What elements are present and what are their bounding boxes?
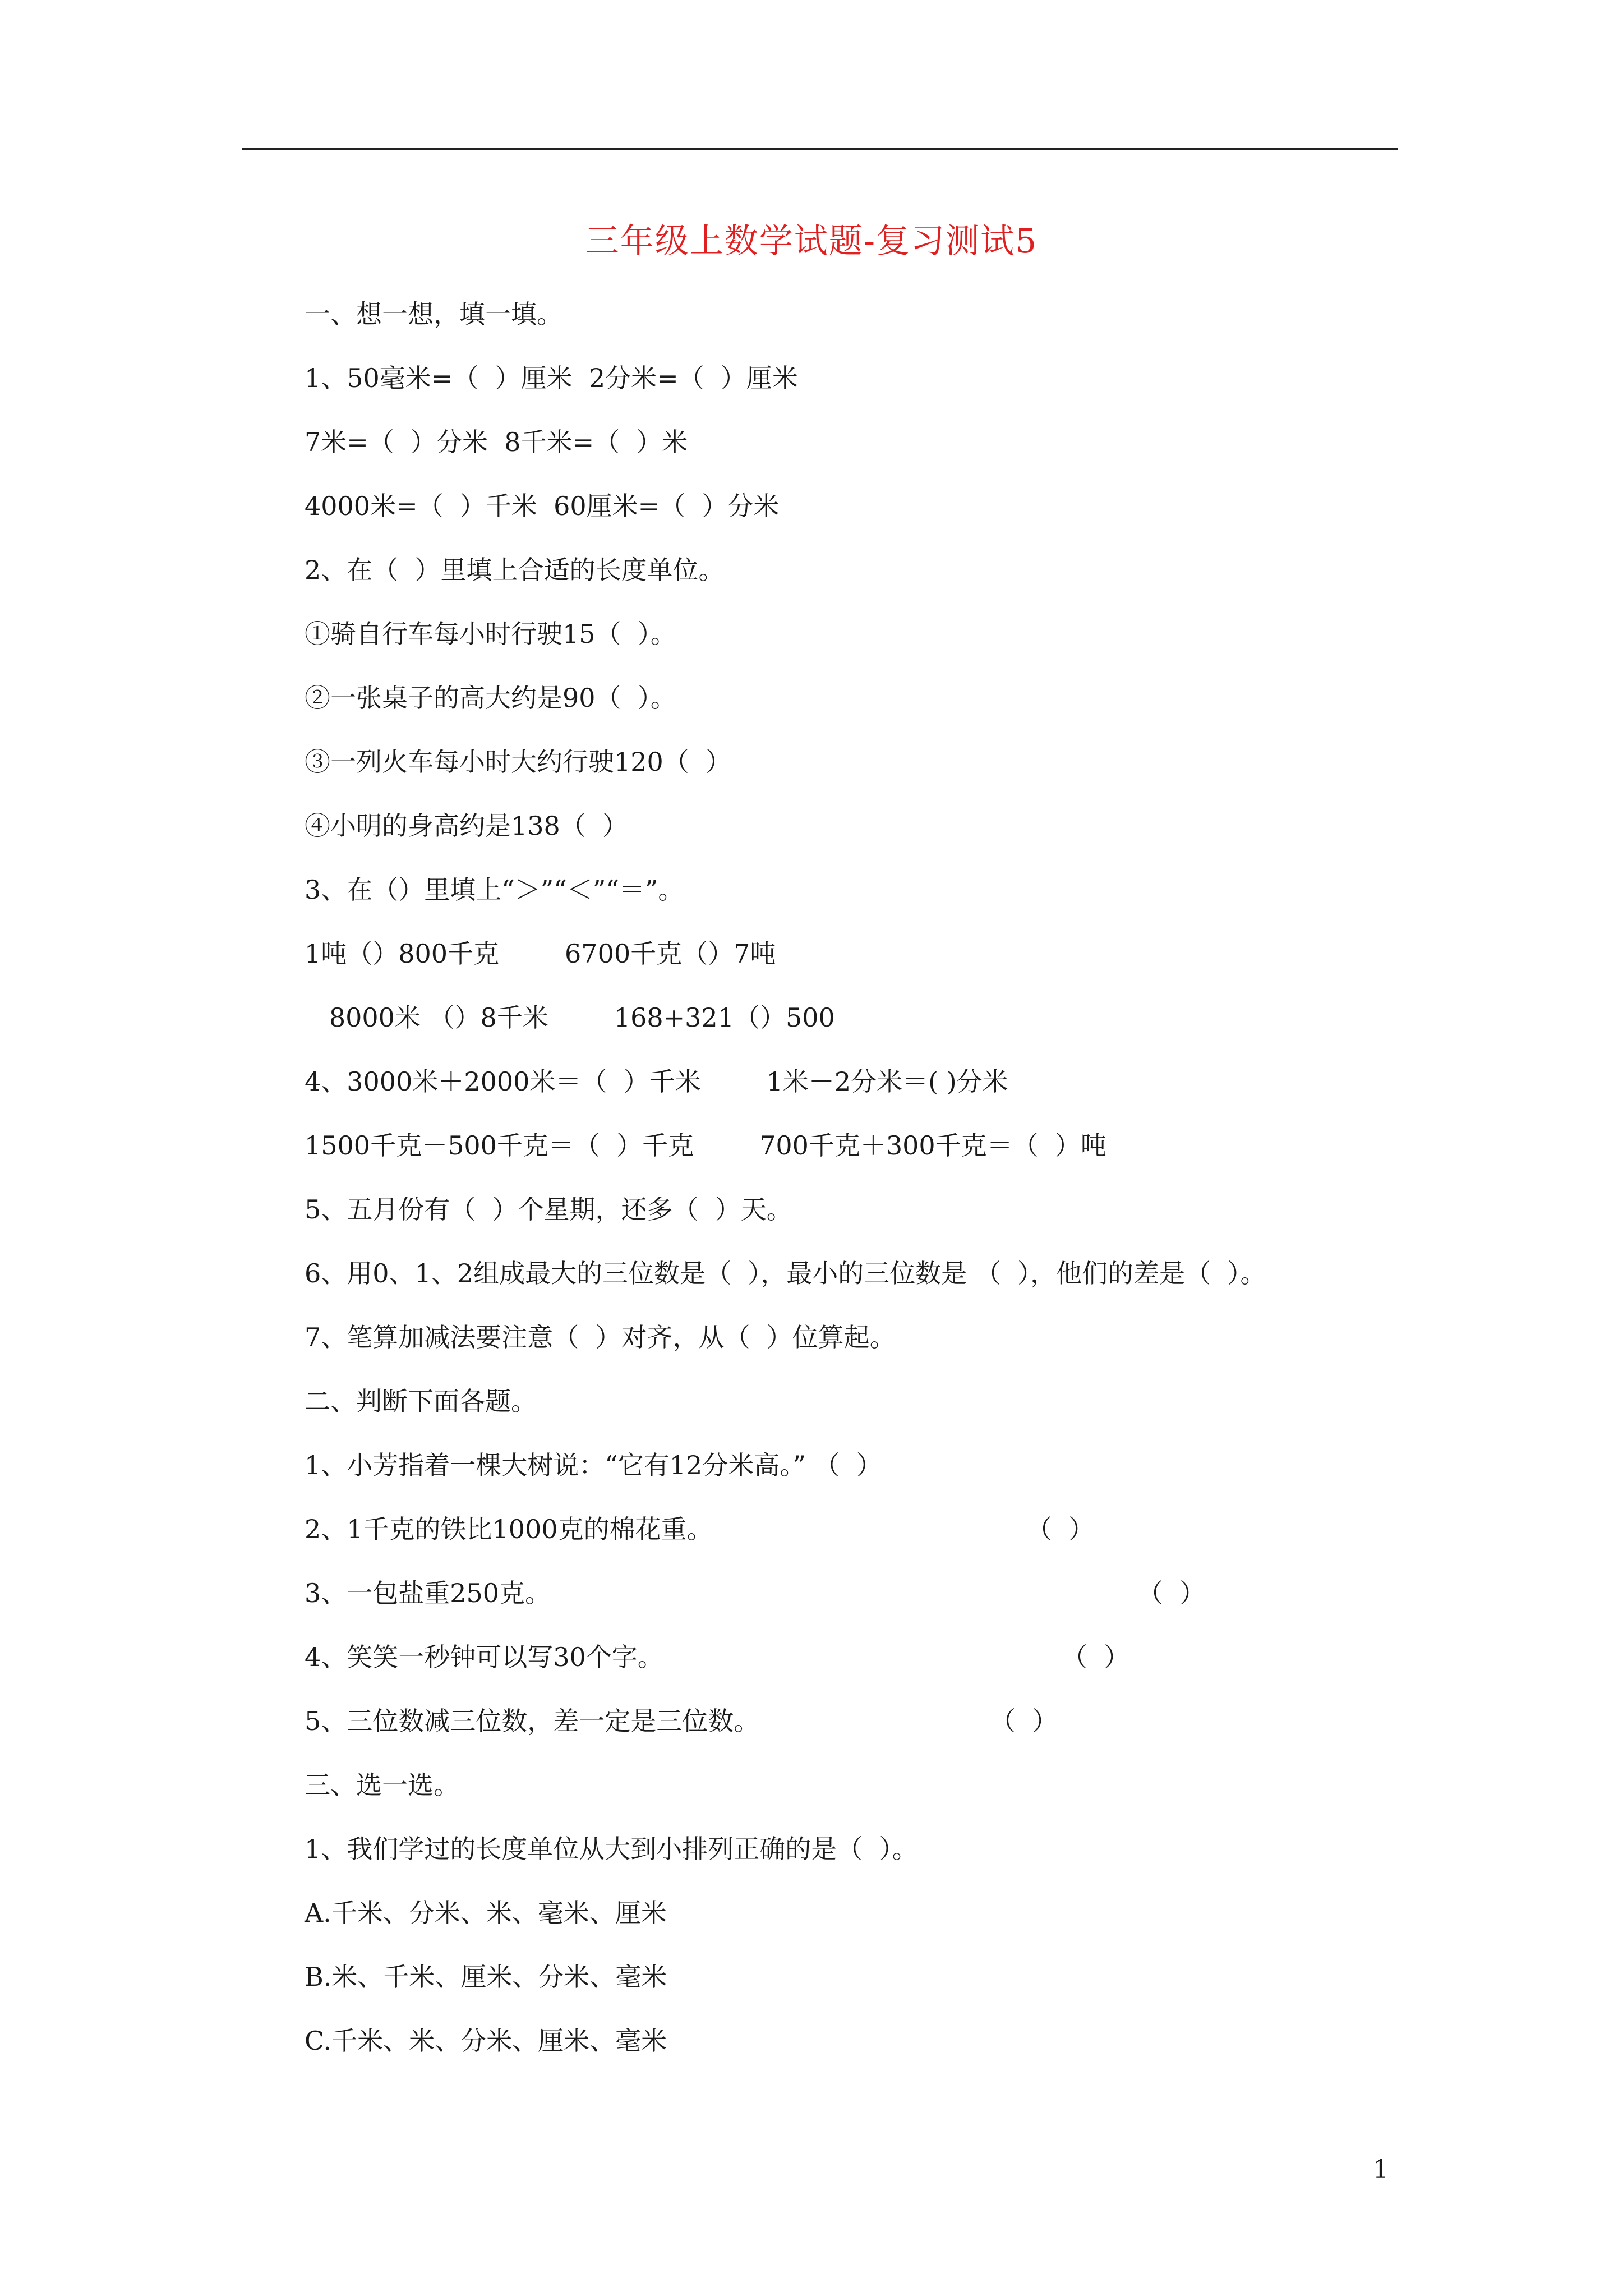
question-1-5: 5、五月份有（ ）个星期，还多（ ）天。	[305, 1194, 792, 1225]
page-number: 1	[1373, 2155, 1389, 2184]
question-2-5: 5、三位数减三位数，差一定是三位数。	[305, 1706, 760, 1736]
option-a: A.千米、分米、米、毫米、厘米	[305, 1898, 667, 1928]
question-1-4: 4、3000米＋2000米＝（ ）千米 1米－2分米＝( )分米	[305, 1066, 1008, 1097]
answer-paren: （ ）	[1062, 1642, 1130, 1672]
header-rule	[242, 148, 1398, 150]
question-1-2-c: ③一列火车每小时大约行驶120（ ）	[305, 747, 732, 777]
question-1-7: 7、笔算加减法要注意（ ）对齐，从（ ）位算起。	[305, 1322, 896, 1352]
question-1-6: 6、用0、1、2组成最大的三位数是（ ），最小的三位数是 （ ），他们的差是（ ）。	[305, 1258, 1266, 1289]
question-2-1: 1、小芳指着一棵大树说：“它有12分米高。” （ ）	[305, 1450, 882, 1480]
question-1-1-row3: 4000米=（ ）千米 60厘米=（ ）分米	[305, 491, 780, 521]
answer-paren: （ ）	[1026, 1514, 1095, 1544]
answer-paren: （ ）	[990, 1706, 1058, 1736]
question-2-2: 2、1千克的铁比1000克的棉花重。	[305, 1514, 713, 1544]
question-1-3-row1: 1吨（）800千克 6700千克（）7吨	[305, 938, 776, 969]
page-title: 三年级上数学试题-复习测试5	[585, 222, 1038, 261]
question-2-4: 4、笑笑一秒钟可以写30个字。	[305, 1642, 663, 1672]
question-1-2-d: ④小明的身高约是138（ ）	[305, 811, 629, 841]
question-1-3-row2: 8000米 （）8千米 168+321（）500	[305, 1002, 835, 1033]
option-c: C.千米、米、分米、厘米、毫米	[305, 2026, 667, 2056]
question-1-4-row2: 1500千克－500千克＝（ ）千克 700千克＋300千克＝（ ）吨	[305, 1130, 1106, 1161]
question-3-1: 1、我们学过的长度单位从大到小排列正确的是（ ）。	[305, 1834, 918, 1864]
answer-paren: （ ）	[1137, 1578, 1206, 1608]
question-1-1-row2: 7米=（ ）分米 8千米=（ ）米	[305, 427, 688, 457]
question-1-2: 2、在（ ）里填上合适的长度单位。	[305, 555, 725, 585]
question-1-1: 1、50毫米=（ ）厘米 2分米=（ ）厘米	[305, 363, 798, 393]
question-1-3: 3、在（）里填上“＞”“＜”“＝”。	[305, 875, 684, 905]
option-b: B.米、千米、厘米、分米、毫米	[305, 1962, 667, 1992]
section-1-heading: 一、想一想，填一填。	[305, 299, 562, 329]
question-1-2-b: ②一张桌子的高大约是90（ ）。	[305, 683, 676, 713]
question-1-2-a: ①骑自行车每小时行驶15（ ）。	[305, 619, 676, 649]
question-2-3: 3、一包盐重250克。	[305, 1578, 551, 1608]
section-3-heading: 三、选一选。	[305, 1770, 459, 1800]
section-2-heading: 二、判断下面各题。	[305, 1386, 537, 1416]
